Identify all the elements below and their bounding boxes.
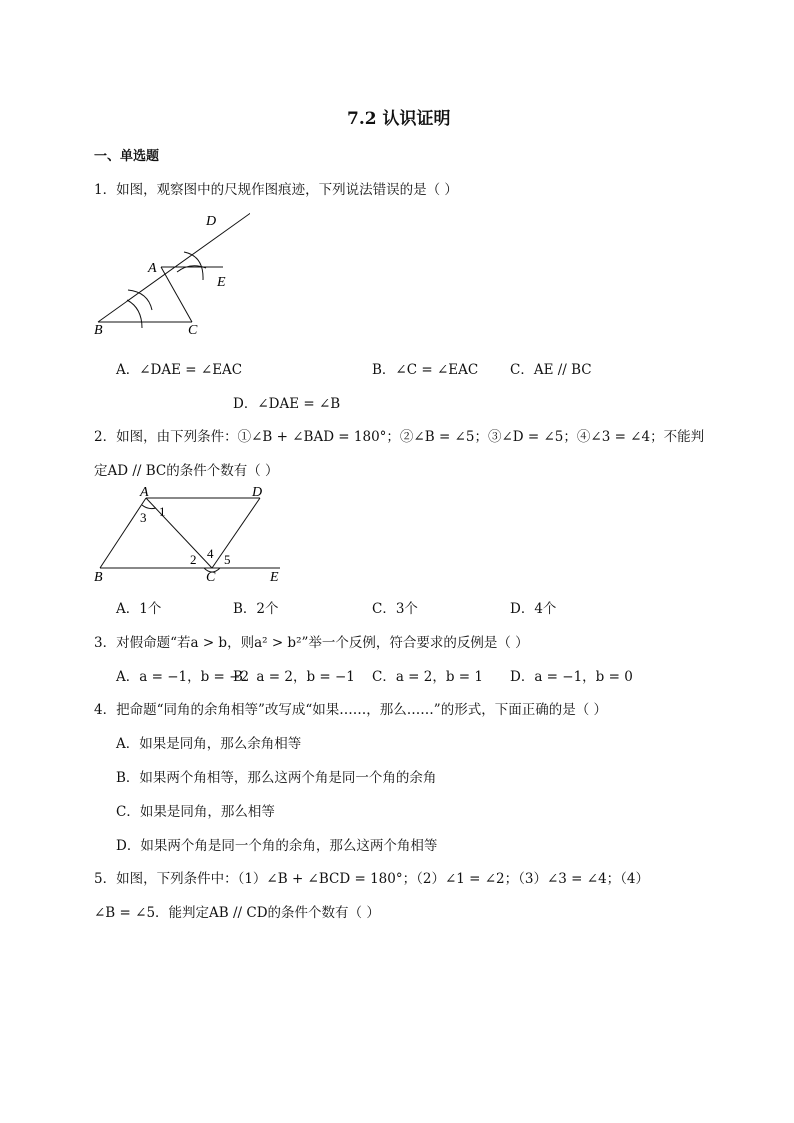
question-1-figure (90, 208, 250, 338)
question-4-option-b[interactable]: B．如果两个角相等，那么这两个角是同一个角的余角 (116, 770, 437, 786)
question-4-stem: 4．把命题“同角的余角相等”改写成“如果……，那么……”的形式，下面正确的是（ ） (94, 702, 607, 718)
segment-ac (161, 267, 192, 322)
question-4-option-c[interactable]: C．如果是同角，那么相等 (116, 804, 275, 820)
label-angle-3: 3 (140, 510, 147, 525)
question-2-stem-line-2: 定AD // BC的条件个数有（ ） (94, 463, 279, 479)
question-1-stem: 1．如图，观察图中的尺规作图痕迹，下列说法错误的是（ ） (94, 182, 458, 198)
label-b: B (94, 323, 103, 338)
arc-mark-b (127, 300, 142, 328)
label-a: A (140, 485, 149, 500)
label-d: D (206, 214, 217, 229)
question-1-option-b[interactable]: B．∠C = ∠EAC (372, 362, 479, 378)
label-angle-5: 5 (224, 552, 231, 567)
question-5-stem-line-2: ∠B = ∠5．能判定AB // CD的条件个数有（ ） (94, 905, 380, 921)
section-heading: 一、单选题 (94, 149, 160, 164)
label-b: B (94, 570, 103, 585)
question-2-option-a[interactable]: A．1个 (116, 601, 162, 617)
question-3-stem: 3．对假命题“若a > b，则a² > b²”举一个反例，符合要求的反例是（ ） (94, 635, 529, 651)
question-2-figure (90, 484, 290, 586)
question-1-option-c[interactable]: C．AE // BC (510, 362, 592, 378)
question-2-option-d[interactable]: D．4个 (510, 601, 557, 617)
label-angle-1: 1 (159, 504, 166, 519)
question-4-option-d[interactable]: D．如果两个角是同一个角的余角，那么这两个角相等 (116, 838, 438, 854)
arc-mark-b-2 (128, 290, 152, 310)
label-angle-4: 4 (207, 546, 214, 561)
segment-dc (212, 498, 260, 568)
question-1-option-a[interactable]: A．∠DAE = ∠EAC (116, 362, 243, 378)
question-4-option-a[interactable]: A．如果是同角，那么余角相等 (116, 736, 302, 752)
segment-ab (100, 498, 146, 568)
question-2-option-b[interactable]: B．2个 (233, 601, 279, 617)
label-a: A (148, 261, 157, 276)
question-1-option-d[interactable]: D．∠DAE = ∠B (233, 396, 341, 412)
label-c: C (188, 323, 198, 338)
question-3-option-c[interactable]: C．a = 2，b = 1 (372, 669, 483, 685)
label-e: E (217, 275, 226, 290)
question-3-option-a[interactable]: A．a = −1，b = −2 (116, 669, 250, 685)
label-angle-2: 2 (190, 552, 197, 567)
question-3-option-d[interactable]: D．a = −1，b = 0 (510, 669, 633, 685)
label-c: C (206, 570, 216, 585)
question-5-stem-line-1: 5．如图，下列条件中：（1）∠B + ∠BCD = 180°；（2）∠1 = ∠2；（3）∠3 = ∠4；（4） (94, 871, 650, 887)
label-d: D (252, 485, 263, 500)
page-title: 7.2 认识证明 (347, 109, 451, 129)
question-2-option-c[interactable]: C．3个 (372, 601, 418, 617)
label-e: E (270, 570, 279, 585)
question-2-stem-line-1: 2．如图，由下列条件：①∠B + ∠BAD = 180°；②∠B = ∠5；③∠D = ∠5；④∠3 = ∠4；不能判 (94, 429, 705, 445)
question-3-option-b[interactable]: B．a = 2，b = −1 (233, 669, 355, 685)
